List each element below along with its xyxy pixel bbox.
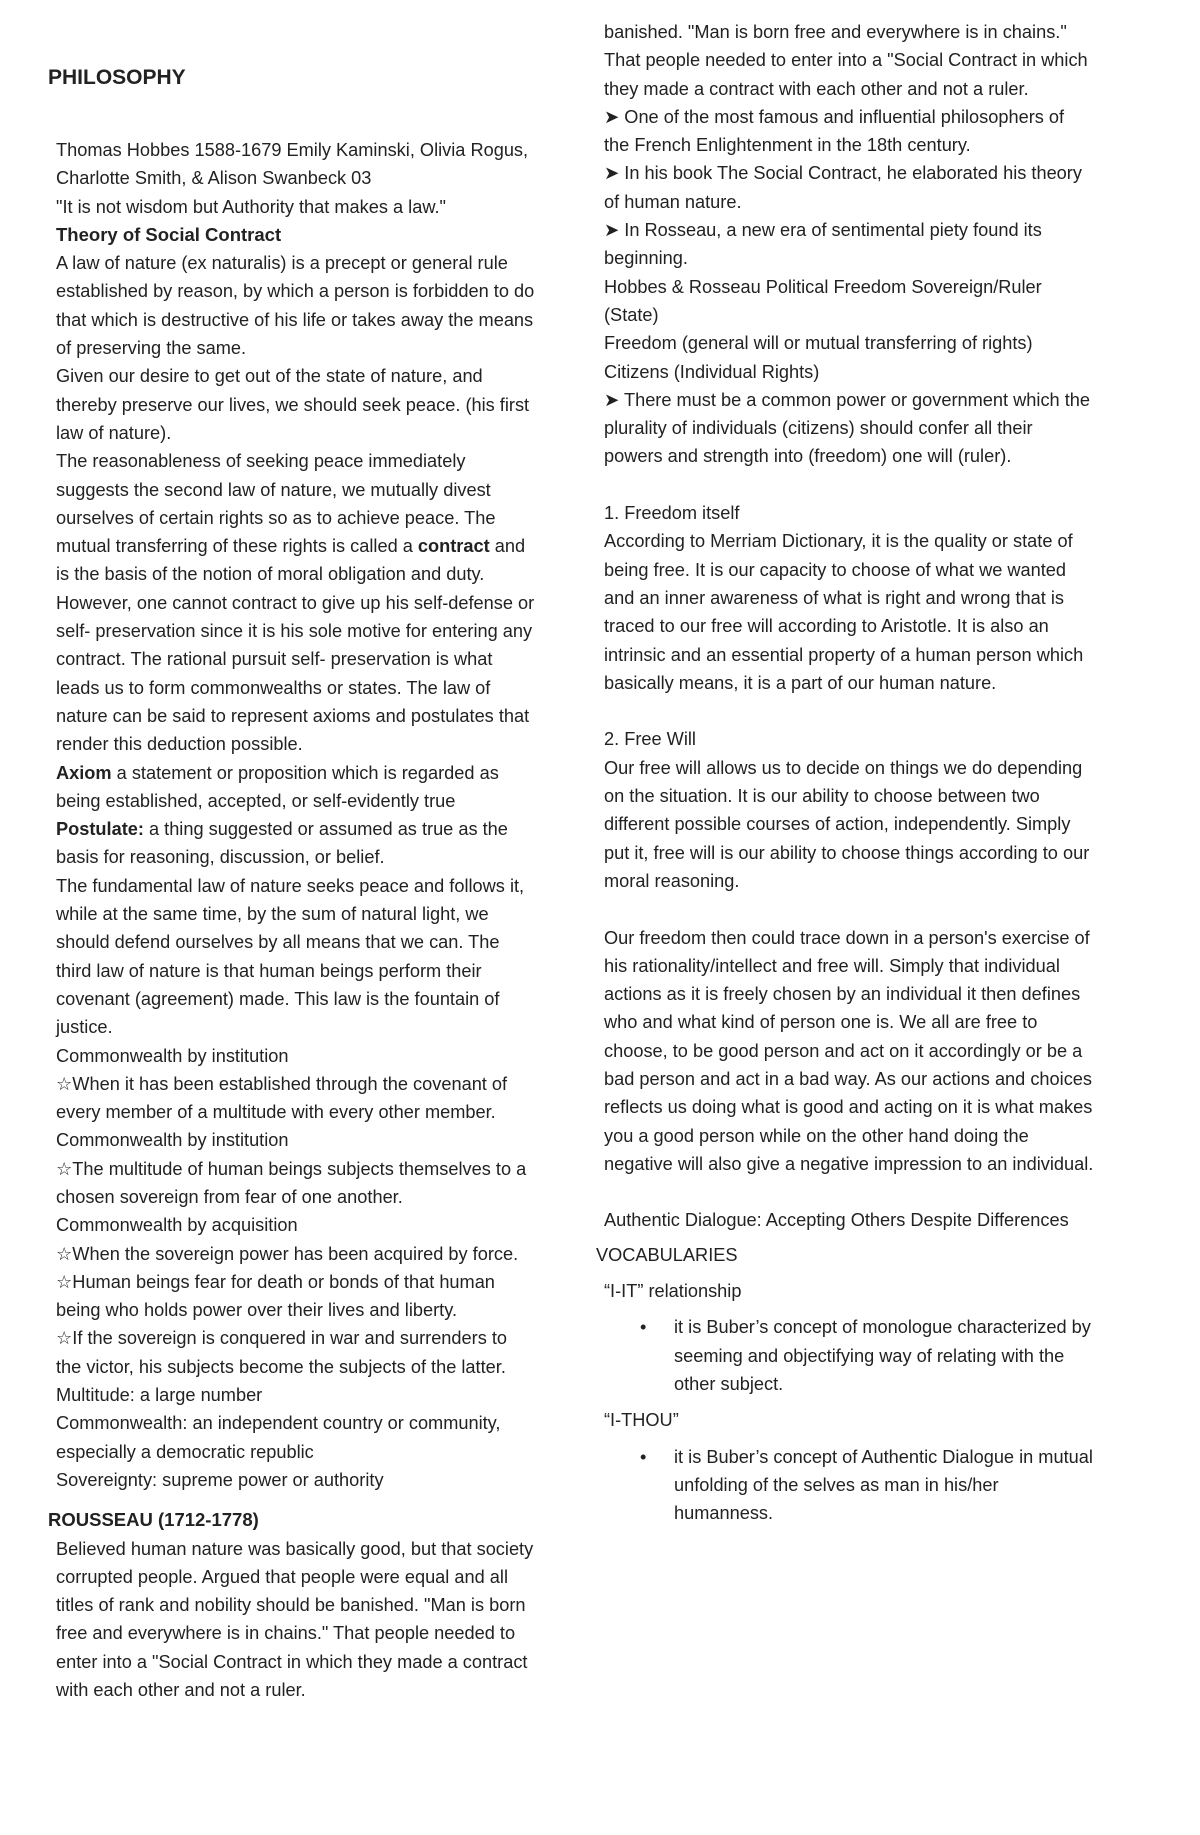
sovereignty-definition: Sovereignty: supreme power or authority <box>56 1469 384 1490</box>
commonwealth-institution-heading: Commonwealth by institution <box>56 1045 289 1066</box>
commonwealth-acquisition-heading: Commonwealth by acquisition <box>56 1215 298 1236</box>
vocab-term-i-it: “I-IT” relationship <box>604 1281 742 1302</box>
commonwealth-acquisition-point: ☆Human beings fear for death or bonds of that human being who holds power over their lives and liberty. <box>56 1271 495 1321</box>
postulate-definition <box>56 815 536 872</box>
vocab-i-thou-definition: • it is Buber’s concept of Authentic Dialogue in mutual unfolding of the selves as man in his/her humanness. <box>674 1443 1094 1528</box>
commonwealth-acquisition-point: ☆If the sovereign is conquered in war and surrenders to the victor, his subjects become the subjects of the latter. <box>56 1328 508 1377</box>
reasonableness-text-b: and is the basis of the notion of moral obligation and duty. However, one cannot contract to give up his self-defense or self- preservation since it is his sole motive for entering any contract. The rational pursuit self- preservation is what leads us to form commonwealths or states. The law of nature can be said to represent axioms and postulates that render this deduction possible. <box>56 536 535 755</box>
axiom-term: Axiom <box>56 762 112 783</box>
postulate-text: a thing suggested or assumed as true as the basis for reasoning, discussion, or belief. <box>56 819 508 868</box>
commonwealth-institution-point: ☆The multitude of human beings subjects themselves to a chosen sovereign from fear of one another. <box>56 1158 527 1207</box>
commonwealth-institution-heading: Commonwealth by institution <box>56 1130 289 1151</box>
rousseau-intro-continued: banished. "Man is born free and everywhere is in chains." That people needed to enter into a "Social Contract in which they made a contract with each other and not a ruler. <box>604 22 1088 99</box>
rousseau-point: ➤ In his book The Social Contract, he elaborated his theory of human nature. <box>604 163 1082 212</box>
commonwealth-institution-point: ☆When it has been established through the covenant of every member of a multitude with every other member. <box>56 1073 508 1123</box>
authentic-dialogue-heading: Authentic Dialogue: Accepting Others Despite Differences <box>604 1210 1069 1231</box>
axiom-text: a statement or proposition which is regarded as being established, accepted, or self-evidently true <box>56 762 499 811</box>
spacer <box>604 1178 1094 1206</box>
commonwealth-definition: Commonwealth: an independent country or community, especially a democratic republic <box>56 1413 501 1462</box>
vocab-i-thou-list <box>604 1443 1094 1528</box>
law-of-nature-paragraph: A law of nature (ex naturalis) is a precept or general rule established by reason, by which a person is forbidden to do that which is destructive of his life or takes away the means of preserving the same. <box>56 253 535 359</box>
rousseau-point: ➤ One of the most famous and influential philosophers of the French Enlightenment in the 18th century. <box>604 106 1065 156</box>
freedom-itself-heading: 1. Freedom itself <box>604 503 740 524</box>
rousseau-intro: Believed human nature was basically good, but that society corrupted people. Argued that people were equal and all titles of rank and nobility should be banished. "Man is born free and everywhere is in chains." That people needed to enter into a "Social Contract in which they made a contract with each other and not a ruler. <box>56 1538 534 1701</box>
political-freedom-line: Citizens (Individual Rights) <box>604 361 820 382</box>
rousseau-heading: ROUSSEAU (1712-1778) <box>48 1509 259 1531</box>
left-column <box>48 136 536 1701</box>
desire-paragraph: Given our desire to get out of the state of nature, and thereby preserve our lives, we should seek peace. (his first law of nature). <box>56 366 530 443</box>
postulate-term: Postulate: <box>56 819 144 840</box>
multitude-definition: Multitude: a large number <box>56 1385 263 1406</box>
free-will-heading: 2. Free Will <box>604 729 696 750</box>
theory-heading: Theory of Social Contract <box>56 223 282 245</box>
vocab-i-it-definition: • it is Buber’s concept of monologue characterized by seeming and objectifying way of relating with the other subject. <box>674 1313 1094 1398</box>
spacer <box>604 895 1094 923</box>
vocab-term-i-thou: “I-THOU” <box>604 1410 679 1431</box>
axiom-definition <box>56 759 536 816</box>
spacer <box>604 471 1094 499</box>
commonwealth-acquisition-point: ☆When the sovereign power has been acquired by force. <box>56 1243 519 1264</box>
reasonableness-text-a: The reasonableness of seeking peace immediately suggests the second law of nature, we mutually divest ourselves of certain rights so as to achieve peace. The mutual transferring of these rights is called a <box>56 451 496 557</box>
reasonableness-paragraph <box>56 447 536 758</box>
spacer <box>604 697 1094 725</box>
contract-term: contract <box>417 536 490 557</box>
hobbes-quote: "It is not wisdom but Authority that makes a law." <box>56 196 446 217</box>
fundamental-law-paragraph: The fundamental law of nature seeks peace and follows it, while at the same time, by the sum of natural light, we should defend ourselves by all means that we can. The third law of nature is that human beings perform their covenant (agreement) made. This law is the fountain of justice. <box>56 875 525 1038</box>
vocab-i-it-list <box>604 1313 1094 1398</box>
freedom-itself-paragraph: According to Merriam Dictionary, it is the quality or state of being free. It is our capacity to choose of what we wanted and an inner awareness of what is right and wrong that is traced to our free will according to Aristotle. It is also an intrinsic and an essential property of a human person which basically means, it is a part of our human nature. <box>604 531 1084 693</box>
vocabularies-heading: VOCABULARIES <box>596 1244 738 1265</box>
document-title: PHILOSOPHY <box>48 66 186 89</box>
right-column <box>596 18 1094 1533</box>
free-will-paragraph: Our free will allows us to decide on things we do depending on the situation. It is our ability to choose between two different possible courses of action, independently. Simply put it, free will is our ability to choose things according to our moral reasoning. <box>604 757 1090 891</box>
rousseau-point: ➤ In Rosseau, a new era of sentimental piety found its beginning. <box>604 220 1042 269</box>
rousseau-point: ➤ There must be a common power or government which the plurality of individuals (citizens) should confer all their powers and strength into (freedom) one will (ruler). <box>604 389 1090 467</box>
hobbes-header: Thomas Hobbes 1588-1679 Emily Kaminski, Olivia Rogus, Charlotte Smith, & Alison Swanbeck 03 <box>56 140 529 189</box>
political-freedom-line: Hobbes & Rosseau Political Freedom Sovereign/Ruler (State) <box>604 276 1042 325</box>
political-freedom-line: Freedom (general will or mutual transferring of rights) <box>604 333 1033 354</box>
freedom-summary-paragraph: Our freedom then could trace down in a person's exercise of his rationality/intellect and free will. Simply that individual actions as it is freely chosen by an individual it then defines who and what kind of person one is. We all are free to choose, to be good person and act on it accordingly or be a bad person and act in a bad way. As our actions and choices reflects us doing what is good and acting on it is what makes you a good person while on the other hand doing the negative will also give a negative impression to an individual. <box>604 927 1094 1174</box>
